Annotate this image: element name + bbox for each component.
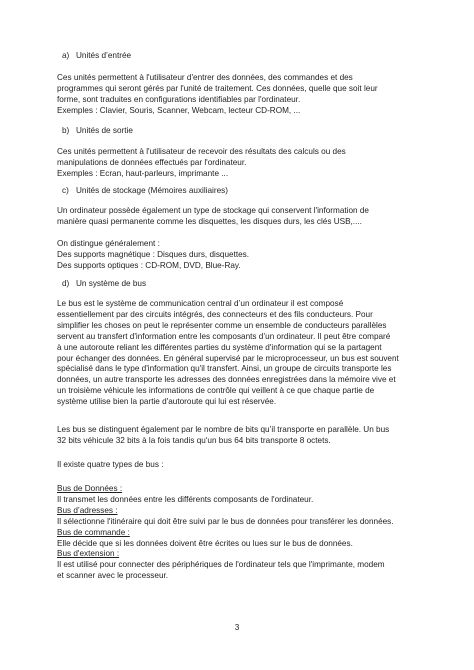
section-d-line: simplifier les choses on peut le représenter comme un ensemble de conducteurs parallèles xyxy=(57,320,387,330)
section-b-line: manipulations de données effectués par l'ordinateur. xyxy=(57,157,247,167)
section-c-body xyxy=(57,206,421,228)
section-a-line: programmes qui seront gérés par l'unité de traitement. Ces données, quelle que soit leur xyxy=(57,83,378,93)
section-d-paragraph-1 xyxy=(57,299,421,408)
section-c-heading xyxy=(62,186,228,197)
section-d-line: Le bus est le système de communication central d’un ordinateur il est composé xyxy=(57,299,344,308)
section-a-title: Unités d’entrée xyxy=(76,51,132,60)
bus-type-desc: Il est utilisé pour connecter des périphériques de l'ordinateur tels que l'imprimante, modem xyxy=(57,560,385,570)
section-d-line: essentiellement par des circuits intégrés, des connecteurs et des fils conducteurs. Pour xyxy=(57,309,373,319)
section-c-supports xyxy=(57,239,421,272)
bus-type-desc: et scanner avec le processeur. xyxy=(57,571,169,581)
section-c-title: Unités de stockage (Mémoires auxiliaires) xyxy=(76,186,228,195)
section-b-title: Unités de sortie xyxy=(76,126,133,135)
section-d-line: 32 bits véhicule 32 bits à la fois tandis qu'un bus 64 bits transporte 8 octets. xyxy=(57,435,331,445)
bus-type-name: Bus d’adresses : xyxy=(57,505,118,515)
section-d-letter: d) xyxy=(62,279,70,288)
section-d-line: pour échanger des données. En général supervisé par le microprocesseur, un bus est souvent xyxy=(57,353,399,363)
section-d-line: données, un autre transporte les adresses des données enregistrées dans la mémoire vive et xyxy=(57,375,396,385)
section-d-title: Un système de bus xyxy=(76,279,147,288)
section-a-line: Ces unités permettent à l'utilisateur d'entrer des données, des commandes et des xyxy=(57,73,353,82)
bus-type-desc: Elle décide que si les données doivent être écrites ou lues sur le bus de données. xyxy=(57,538,353,548)
bus-type-name: Bus de Données : xyxy=(57,484,123,493)
section-a-heading xyxy=(62,51,132,62)
section-c-letter: c) xyxy=(62,186,69,195)
section-a-line: Exemples : Clavier, Souris, Scanner, Webcam, lecteur CD-ROM, ... xyxy=(57,105,301,115)
section-d-line: système utilise bien la partie d'autoroute qui lui est réservée. xyxy=(57,397,277,407)
section-b-line: Ces unités permettent à l'utilisateur de recevoir des résultats des calculs ou des xyxy=(57,147,346,156)
section-a-letter: a) xyxy=(62,51,70,60)
section-d-line: un troisième véhicule les informations de contrôle qui veillent à ce que chaque partie de xyxy=(57,386,375,396)
bus-types-intro-line: Il existe quatre types de bus : xyxy=(57,460,164,469)
section-c-line: Des supports magnétique : Disques durs, disquettes. xyxy=(57,249,250,259)
section-d-line: Les bus se distinguent également par le nombre de bits qu’il transporte en parallèle. Un bus xyxy=(57,425,390,434)
section-a-line: forme, sont traduites en configurations identifiables par l'ordinateur. xyxy=(57,94,301,104)
section-b-body xyxy=(57,147,421,180)
bus-type-desc: Il transmet les données entre les différents composants de l'ordinateur. xyxy=(57,494,314,504)
section-d-paragraph-2 xyxy=(57,425,421,447)
bus-type-desc: Il sélectionne l'itinéraire qui doit être suivi par le bus de données pour transférer les données. xyxy=(57,516,394,526)
section-d-line: spécialisé dans le type d'information qu'il transfert. Ainsi, un groupe de circuits transporte les xyxy=(57,364,392,374)
section-a-body xyxy=(57,73,421,117)
section-b-line: Exemples : Ecran, haut-parleurs, imprimante ... xyxy=(57,168,229,178)
bus-type-name: Bus de commande : xyxy=(57,527,130,537)
page-number: 3 xyxy=(234,623,240,632)
section-c-line: On distingue généralement : xyxy=(57,239,160,248)
section-d-line: servent au transfert d'information entre les composants d’un ordinateur. Il peut être comparé xyxy=(57,331,391,341)
section-c-line: Des supports optiques : CD-ROM, DVD, Blue-Ray. xyxy=(57,260,241,270)
section-b-heading xyxy=(62,126,133,137)
section-d-line: à une autoroute reliant les différentes parties du système d'information qui se la partagent xyxy=(57,342,382,352)
bus-types-intro xyxy=(57,460,421,471)
section-b-letter: b) xyxy=(62,126,70,135)
bus-types-list xyxy=(57,484,421,582)
section-c-line: manière quasi permanente comme les disquettes, les disques durs, les clés USB,.... xyxy=(57,216,362,226)
section-d-heading xyxy=(62,279,147,290)
bus-type-name: Bus d'extension : xyxy=(57,549,120,559)
section-c-line: Un ordinateur possède également un type de stockage qui conservent l'information de xyxy=(57,206,369,215)
